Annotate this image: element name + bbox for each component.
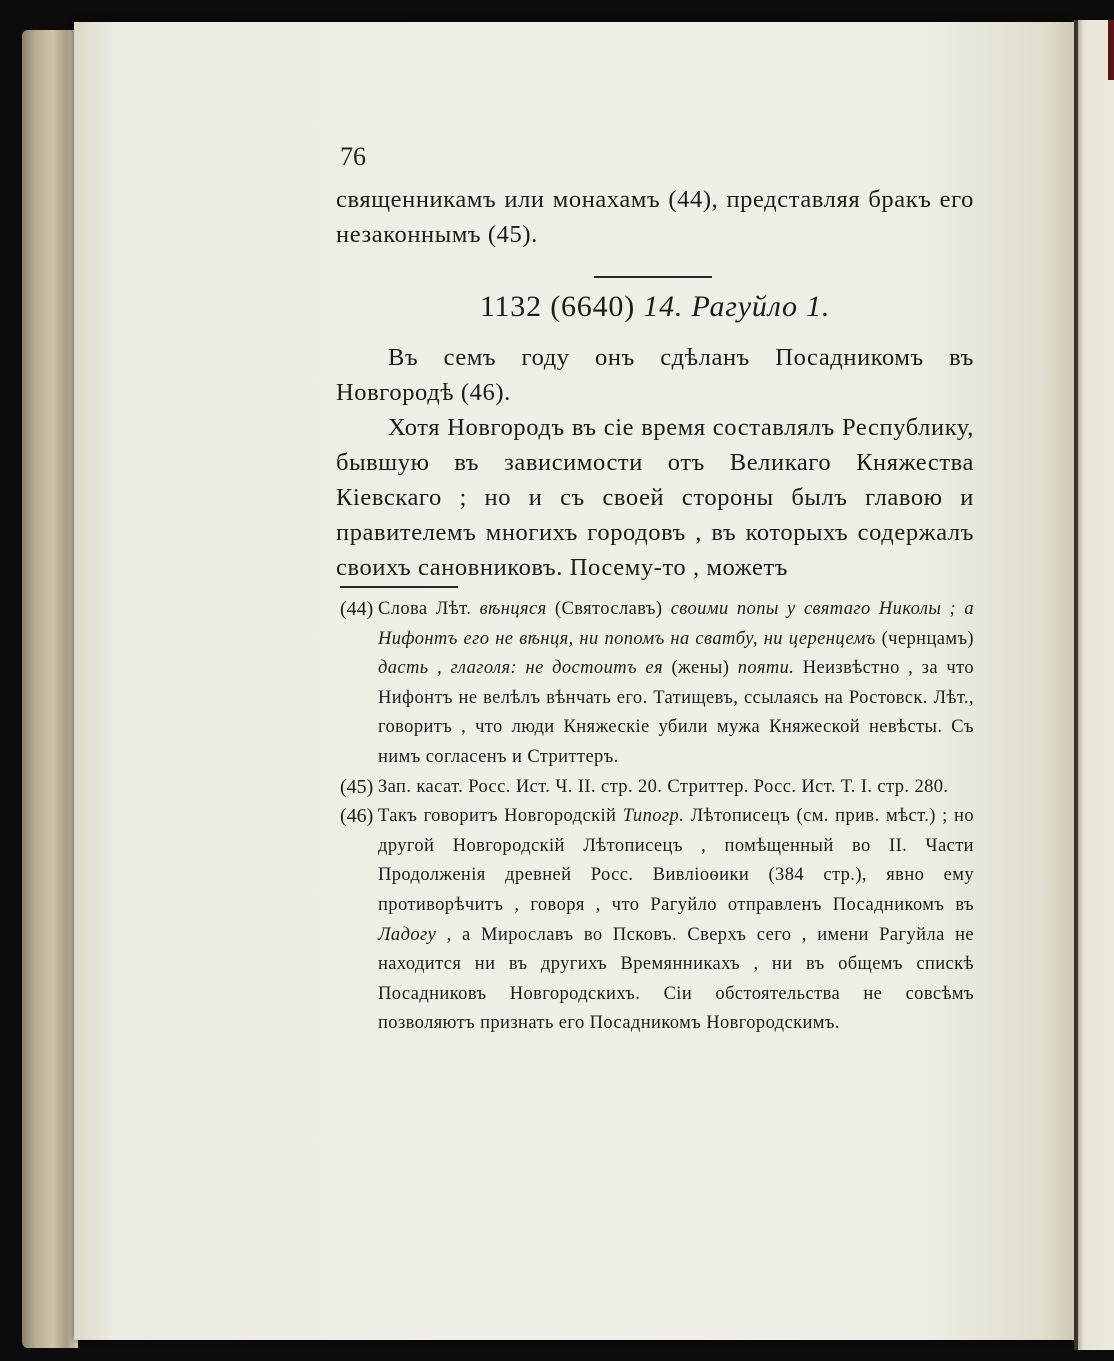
footnote-segment: (Святославъ) (554, 599, 663, 619)
footnotes (340, 595, 974, 1039)
footnote-text: Зап. касат. Росс. Ист. Ч. II. стр. 20. Стриттер. Росс. Ист. Т. I. стр. 280. (378, 776, 949, 797)
footnote-44 (340, 595, 974, 773)
book-left-edge (22, 30, 78, 1348)
footnote-segment: Лѣтописецъ (см. прив. мѣст.) ; но другой Новгородскій Лѣтописецъ , помѣщенный во II. Части Продолженія древней Росс. Вивліоѳики (384 стр.), явно ему противорѣчитъ , говоря , что Рагуйло отправленъ Посадникомъ въ (378, 806, 975, 915)
footnote-italic: Типогр. (622, 806, 685, 827)
footnote-number: (44) (340, 598, 374, 620)
footnote-italic: Ладогу (378, 924, 437, 945)
intro-paragraph: священникамъ или монахамъ (44), представляя бракъ его незаконнымъ (45). (336, 186, 974, 248)
footnote-segment: , а Мирославъ во Псковъ. Сверхъ сего , имени Рагуйла не находится ни въ другихъ Времянникахъ , ни въ общемъ спискѣ Посадниковъ Новгородскихъ. Сіи обстоятельства не совсѣмъ позволяютъ признать его Посадникомъ Новгородскимъ. (378, 924, 975, 1034)
footnote-segment: Слова Лѣт. (378, 599, 472, 619)
footnote-number: (46) (340, 805, 374, 828)
section-heading (336, 290, 974, 324)
footnote-number: (45) (340, 775, 374, 798)
heading-name: Рагуйло 1. (691, 290, 831, 323)
footnote-italic: своими попы у святаго Николы ; а Нифонтъ его не вѣнця, ни попомъ на сватбу, ни церенцемъ (378, 599, 975, 649)
footnote-segment: Такъ говоритъ Новгородскій (378, 806, 617, 827)
footnote-46 (340, 802, 974, 1039)
heading-number: 14. (643, 290, 684, 323)
paragraph-2: Хотя Новгородъ въ сіе время составлялъ Республику, бывшую въ зависимости отъ Великаго Княжества Кіевскаго ; но и съ своей стороны былъ главою и правителемъ многихъ городовъ , въ которыхъ содержалъ своихъ сановниковъ. Посему-то , можетъ (336, 414, 974, 581)
footnote-segment: Неизвѣстно , за что Нифонтъ не велѣлъ вѣнчать его. Татищевъ, ссылаясь на Ростовск. Лѣт., говоритъ , что люди Княжескіе убили мужа Княжеской невѣсты. Съ нимъ согласенъ и Стриттеръ. (378, 658, 974, 767)
footnote-segment: (чернцамъ) (881, 628, 974, 649)
footnote-italic: пояти. (737, 658, 795, 679)
spine-ribbon (1108, 20, 1114, 80)
footnote-divider (340, 586, 458, 588)
paragraph-1: Въ семъ году онъ сдѣланъ Посадникомъ въ Новгородѣ (46). (336, 344, 974, 406)
footnote-italic: вѣнцяся (479, 599, 547, 619)
footnote-segment: (жены) (671, 658, 730, 679)
heading-years: 1132 (6640) (479, 290, 635, 323)
footnote-text (378, 802, 974, 1039)
body-text (336, 340, 974, 585)
section-divider (594, 276, 712, 278)
footnote-text (378, 595, 974, 773)
next-page-edge (1074, 20, 1114, 1350)
page-number: 76 (340, 142, 366, 171)
intro-text (336, 182, 974, 252)
footnote-45 (340, 773, 974, 803)
footnote-italic: дасть , глаголя: не достоитъ ея (378, 658, 664, 679)
